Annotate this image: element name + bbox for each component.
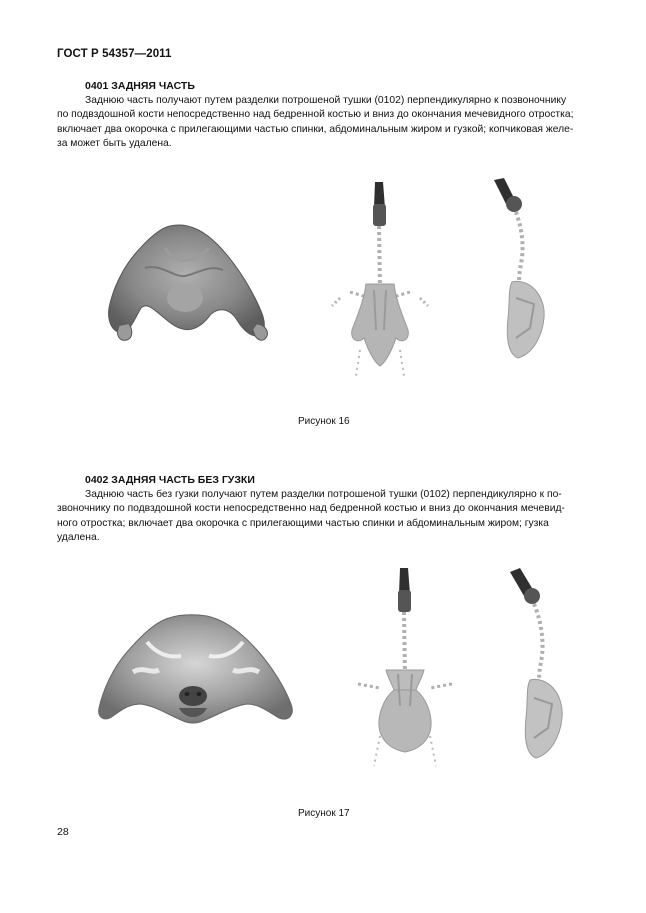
paragraph-line: удалена. [57, 531, 100, 543]
section-paragraph [57, 94, 591, 151]
figure-17-photo [97, 612, 297, 742]
figure-caption: Рисунок 16 [298, 416, 350, 427]
paragraph-line: по подвздошной кости непосредственно над бедренной костью и вниз до окончания мечевидного отростка; [57, 109, 574, 121]
paragraph-line: Заднюю часть получают путем разделки потрошеной тушки (0102) перпендикулярно к позвоночнику [85, 95, 567, 106]
paragraph-line: звоночнику по подвздошной кости непосредственно над бедренной костью и вниз до окончания мечевид- [57, 503, 565, 515]
section-paragraph [57, 488, 591, 545]
paragraph-line: ного отростка; включает два окорочка с прилегающими частью спинки и абдоминальным жиром; гузка [57, 517, 549, 529]
figure-17-diagram-front [350, 566, 460, 776]
figure-16-diagram-front [330, 180, 430, 380]
document-header: ГОСТ Р 54357—2011 [57, 48, 172, 60]
figure-caption: Рисунок 17 [298, 808, 350, 819]
paragraph-line: Заднюю часть без гузки получают путем разделки потрошеной тушки (0102) перпендикулярно к по- [85, 489, 562, 500]
section-title: 0402 ЗАДНЯЯ ЧАСТЬ БЕЗ ГУЗКИ [85, 474, 255, 486]
paragraph-line: включает два окорочка с прилегающими частью спинки, абдоминальным жиром и гузкой; копчиковая желе- [57, 123, 574, 135]
figure-16-diagram-side [490, 178, 560, 368]
figure-17-diagram-side [508, 568, 578, 768]
figure-16-photo [105, 218, 270, 348]
page-number: 28 [57, 826, 69, 838]
section-title: 0401 ЗАДНЯЯ ЧАСТЬ [85, 80, 195, 92]
paragraph-line: за может быть удалена. [57, 137, 172, 149]
